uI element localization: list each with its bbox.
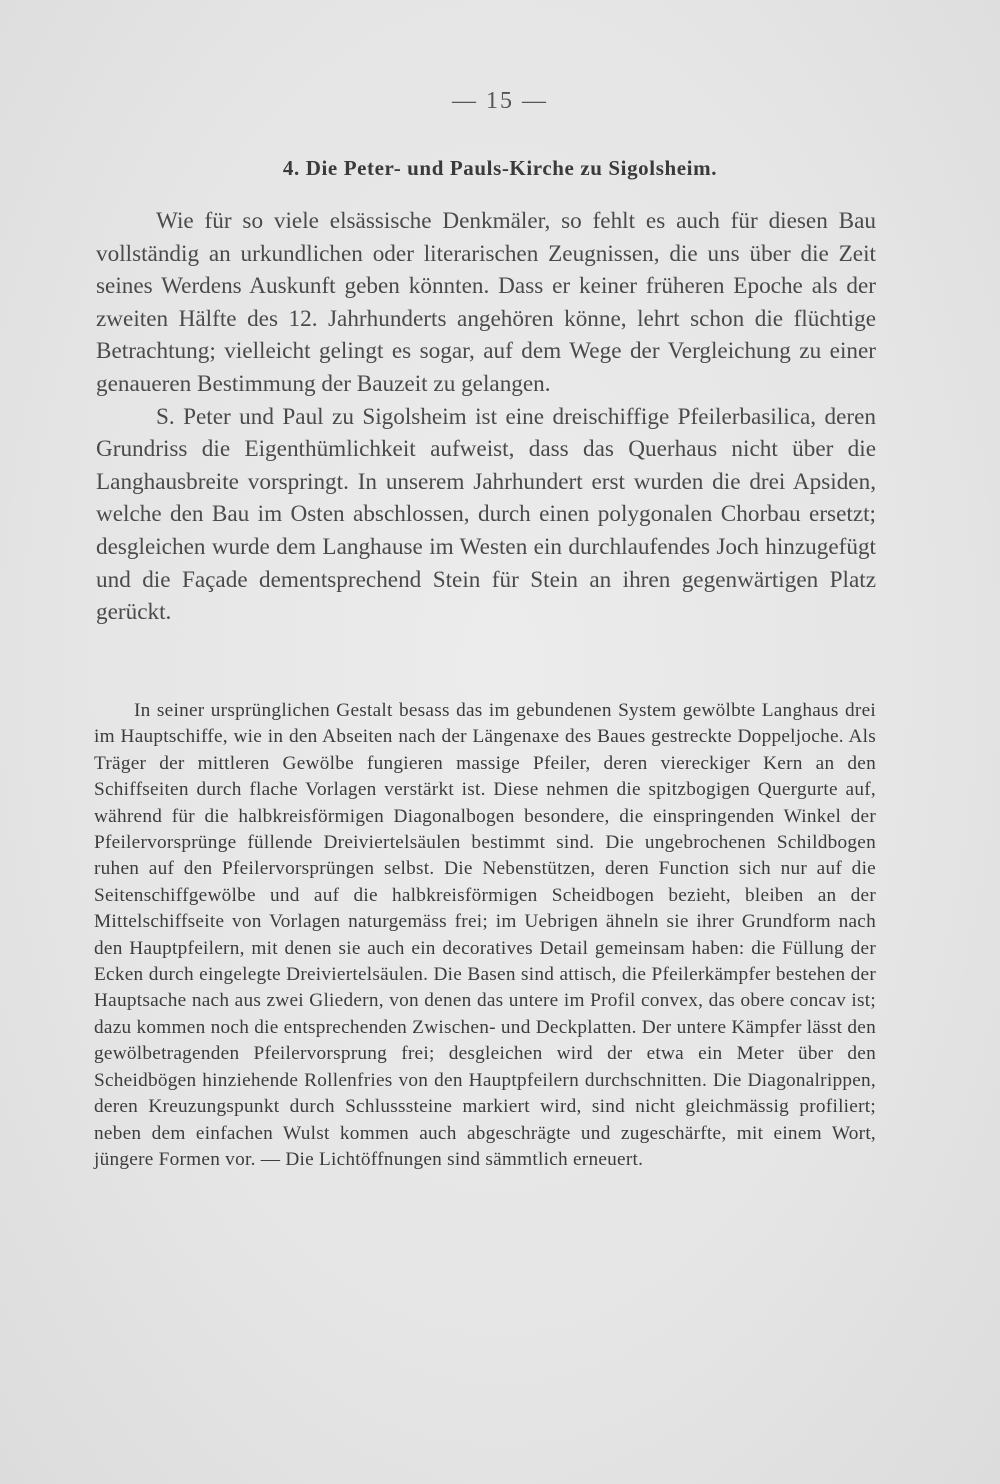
paragraph: In seiner ursprünglichen Gestalt besass das im gebundenen System gewölbte Langhaus drei im Hauptschiffe, wie in den Abseiten nach der Längenaxe des Baues gestreckte Doppeljoche. Als Träger der mittleren Gewölbe fungieren massige Pfeiler, deren viereckiger Kern an den Schiffseiten durch flache Vorlagen verstärkt ist. Diese nehmen die spitzbogigen Quergurte auf, während für die halbkreisförmigen Diagonalbogen besondere, die einspringenden Winkel der Pfeilervorsprünge füllende Dreiviertelsäulen bestimmt sind. Die ungebrochenen Schildbogen ruhen auf den Pfeilervorsprüngen selbst. Die Nebenstützen, deren Function sich nur auf die Seitenschiffgewölbe und auf die halbkreisförmigen Scheidbogen bezieht, bleiben an der Mittelschiffseite von Vorlagen naturgemäss frei; im Uebrigen ähneln sie ihrer Grundform nach den Hauptpfeilern, mit denen sie auch ein decoratives Detail gemeinsam haben: die Füllung der Ecken durch eingelegte Dreiviertelsäulen. Die Basen sind attisch, die Pfeilerkämpfer bestehen der Hauptsache nach aus zwei Gliedern, von denen das untere im Profil convex, das obere concav ist; dazu kommen noch die entsprechenden Zwischen- und Deckplatten. Der untere Kämpfer lässt den gewölbetragenden Pfeilervorsprung frei; desgleichen wird der etwa ein Meter über den Scheidbögen hinziehende Rollenfries von den Hauptpfeilern durchschnitten. Die Diagonalrippen, deren Kreuzungspunkt durch Schlusssteine markiert wird, sind nicht gleichmässig profiliert; neben dem einfachen Wulst kommen auch abgeschrägte und zugeschärfte, mit einem Wort, jüngere Formen vor. — Die Lichtöffnungen sind sämmtlich erneuert. xyxy=(94,700,876,1170)
main-text-small xyxy=(94,698,876,1173)
section-heading: 4. Die Peter- und Pauls-Kirche zu Sigolsheim. xyxy=(282,156,718,180)
paragraph: Wie für so viele elsässische Denkmäler, so fehlt es auch für diesen Bau vollständig an urkundlichen oder literarischen Zeugnissen, die uns über die Zeit seines Werdens Auskunft geben könnten. Dass er keiner früheren Epoche als der zweiten Hälfte des 12. Jahrhunderts angehören könne, lehrt schon die flüchtige Betrachtung; vielleicht gelingt es sogar, auf dem Wege der Vergleichung zu einer genaueren Bestimmung der Bauzeit zu gelangen. xyxy=(96,208,876,397)
paragraph: S. Peter und Paul zu Sigolsheim ist eine dreischiffige Pfeilerbasilica, deren Grundriss die Eigenthümlichkeit aufweist, dass das Querhaus nicht über die Langhausbreite vorspringt. In unserem Jahrhundert erst wurden die drei Apsiden, welche den Bau im Osten abschlossen, durch einen polygonalen Chorbau ersetzt; desgleichen wurde dem Langhause im Westen ein durchlaufendes Joch hinzugefügt und die Façade dementsprechend Stein für Stein an ihren gegenwärtigen Platz gerückt. xyxy=(96,403,876,626)
main-text-large xyxy=(96,205,876,629)
page-number: — 15 — xyxy=(452,88,548,114)
